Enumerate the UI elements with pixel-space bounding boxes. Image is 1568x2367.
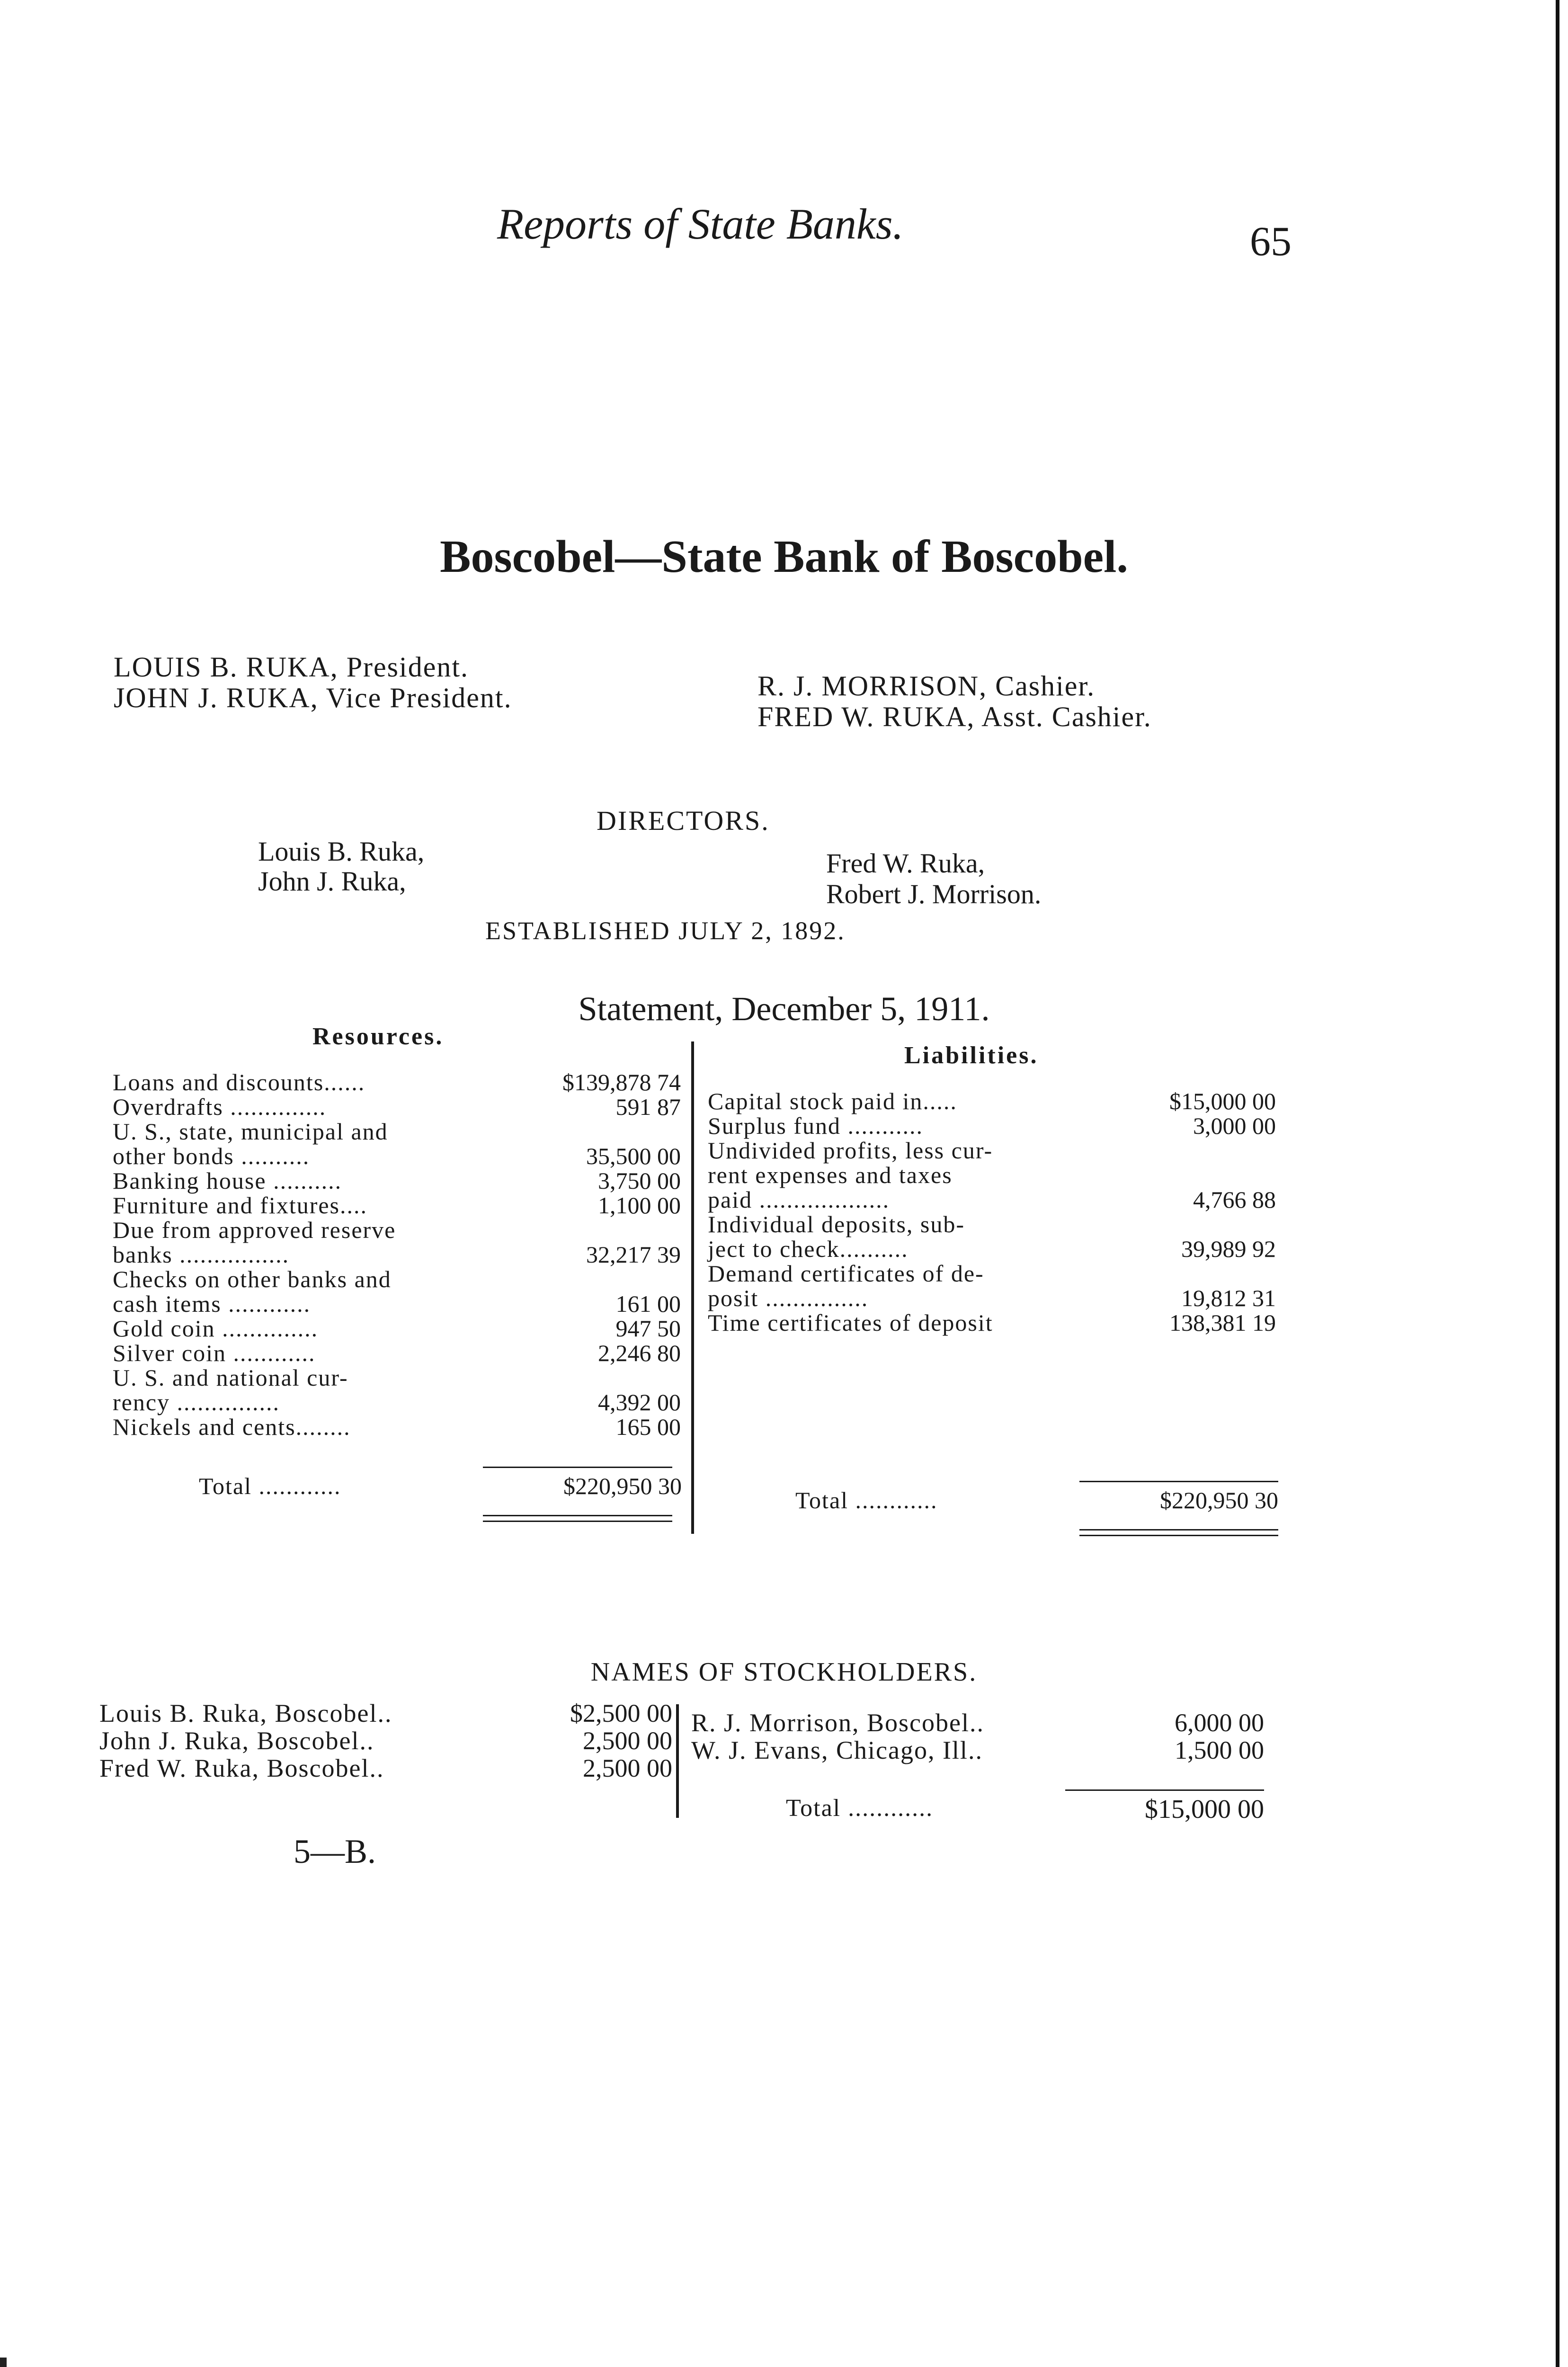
list-item: [99, 1727, 672, 1754]
table-row: [708, 1163, 1276, 1187]
liability-label: Undivided profits, less cur-: [708, 1137, 993, 1164]
scan-edge: [1556, 0, 1559, 2367]
resource-amount: 3,750 00: [598, 1167, 681, 1194]
table-row: [708, 1286, 1276, 1310]
table-row: [113, 1390, 681, 1415]
resources-table: [113, 1070, 681, 1439]
resource-amount: 947 50: [615, 1315, 681, 1342]
table-row: [113, 1291, 681, 1316]
list-item: [691, 1709, 1264, 1736]
resource-amount: 2,246 80: [598, 1340, 681, 1366]
liabilities-table: [708, 1089, 1276, 1335]
director-name: Fred W. Ruka,: [826, 848, 985, 879]
list-item: [99, 1700, 672, 1727]
resource-label: Loans and discounts......: [113, 1069, 365, 1095]
resource-label: U. S., state, municipal and: [113, 1118, 388, 1145]
column-divider: [691, 1041, 694, 1534]
stockholders-heading: NAMES OF STOCKHOLDERS.: [590, 1657, 978, 1687]
stockholder-name: Fred W. Ruka, Boscobel..: [99, 1754, 384, 1782]
statement-heading: Statement, December 5, 1911.: [578, 990, 990, 1028]
resource-label: Due from approved reserve: [113, 1217, 396, 1243]
table-row: [113, 1415, 681, 1439]
liabilities-total-rule: [1079, 1481, 1278, 1482]
table-row: [113, 1242, 681, 1267]
officer-asst-cashier: FRED W. RUKA, Asst. Cashier.: [757, 701, 1152, 732]
page-number: 65: [1250, 219, 1292, 265]
resource-amount: 591 87: [615, 1094, 681, 1120]
resource-label: banks ................: [113, 1241, 290, 1268]
scan-edge-corner: [0, 2358, 7, 2367]
director-name: Robert J. Morrison.: [826, 879, 1042, 909]
table-row: [113, 1218, 681, 1242]
stockholder-name: Louis B. Ruka, Boscobel..: [99, 1699, 392, 1727]
resource-amount: 165 00: [615, 1414, 681, 1440]
resource-label: Banking house ..........: [113, 1167, 342, 1194]
stockholder-name: John J. Ruka, Boscobel..: [99, 1726, 374, 1755]
director-name: John J. Ruka,: [258, 866, 406, 897]
resource-label: Gold coin ..............: [113, 1315, 319, 1342]
stockholders-table-right: [691, 1709, 1264, 1764]
liability-amount: 138,381 19: [1169, 1309, 1276, 1336]
liability-label: paid ...................: [708, 1186, 890, 1213]
stockholder-amount: 2,500 00: [583, 1726, 672, 1755]
liability-amount: 4,766 88: [1193, 1186, 1276, 1213]
resource-amount: $139,878 74: [562, 1069, 681, 1095]
column-divider: [676, 1704, 679, 1818]
directors-heading: DIRECTORS.: [597, 805, 770, 836]
stockholder-amount: 1,500 00: [1175, 1736, 1264, 1764]
stockholder-amount: 6,000 00: [1175, 1709, 1264, 1737]
resource-label: Checks on other banks and: [113, 1266, 392, 1292]
stockholders-total-amount: $15,000 00: [1145, 1795, 1264, 1824]
table-row: [708, 1212, 1276, 1237]
stockholder-amount: 2,500 00: [583, 1754, 672, 1782]
stockholders-total-label: Total ............: [786, 1795, 934, 1822]
stockholder-name: W. J. Evans, Chicago, Ill..: [691, 1736, 983, 1764]
resources-double-rule: [483, 1515, 672, 1516]
established-line: ESTABLISHED JULY 2, 1892.: [485, 917, 846, 945]
resources-total-label: Total ............: [199, 1473, 341, 1499]
resource-label: U. S. and national cur-: [113, 1364, 348, 1391]
resource-label: Nickels and cents........: [113, 1414, 351, 1440]
resource-amount: 32,217 39: [586, 1241, 681, 1268]
stockholders-total-rule: [1065, 1789, 1264, 1791]
list-item: [99, 1754, 672, 1782]
liability-label: posit ...............: [708, 1285, 869, 1311]
liability-amount: 3,000 00: [1193, 1112, 1276, 1139]
liability-amount: 39,989 92: [1181, 1236, 1276, 1262]
officer-vice-president: JOHN J. RUKA, Vice President.: [114, 682, 512, 713]
resources-total-rule: [483, 1467, 672, 1468]
liability-label: rent expenses and taxes: [708, 1162, 953, 1188]
resources-total-amount: $220,950 30: [563, 1473, 682, 1499]
liabilities-heading: Liabilities.: [904, 1042, 1039, 1069]
liabilities-total-amount: $220,950 30: [1160, 1487, 1278, 1513]
table-row: [708, 1261, 1276, 1286]
resource-label: Overdrafts ..............: [113, 1094, 327, 1120]
liability-amount: 19,812 31: [1181, 1285, 1276, 1311]
resources-heading: Resources.: [312, 1023, 444, 1050]
table-row: [113, 1365, 681, 1390]
resource-label: Furniture and fixtures....: [113, 1192, 368, 1219]
resource-label: other bonds ..........: [113, 1143, 310, 1169]
table-row: [113, 1193, 681, 1218]
signature-mark: 5—B.: [294, 1833, 376, 1870]
table-row: [113, 1119, 681, 1144]
liability-label: Capital stock paid in.....: [708, 1088, 957, 1114]
resource-label: rency ...............: [113, 1389, 280, 1415]
liability-label: Surplus fund ...........: [708, 1112, 923, 1139]
liability-label: Time certificates of deposit: [708, 1309, 993, 1336]
resource-amount: 4,392 00: [598, 1389, 681, 1415]
table-row: [113, 1095, 681, 1119]
table-row: [113, 1168, 681, 1193]
officer-cashier: R. J. MORRISON, Cashier.: [757, 670, 1096, 702]
running-head: Reports of State Banks.: [497, 200, 904, 248]
table-row: [708, 1237, 1276, 1261]
resource-label: Silver coin ............: [113, 1340, 316, 1366]
resources-double-rule: [483, 1521, 672, 1522]
table-row: [708, 1113, 1276, 1138]
table-row: [708, 1187, 1276, 1212]
director-name: Louis B. Ruka,: [258, 836, 425, 867]
table-row: [708, 1138, 1276, 1163]
table-row: [113, 1267, 681, 1291]
stockholder-amount: $2,500 00: [570, 1699, 672, 1727]
table-row: [113, 1070, 681, 1095]
liabilities-total-label: Total ............: [795, 1487, 938, 1513]
liability-label: ject to check..........: [708, 1236, 909, 1262]
table-row: [113, 1316, 681, 1341]
bank-title: Boscobel—State Bank of Boscobel.: [440, 531, 1128, 582]
list-item: [691, 1736, 1264, 1764]
liability-label: Individual deposits, sub-: [708, 1211, 965, 1237]
resource-amount: 161 00: [615, 1290, 681, 1317]
resource-amount: 35,500 00: [586, 1143, 681, 1169]
liabilities-double-rule: [1079, 1529, 1278, 1531]
stockholder-name: R. J. Morrison, Boscobel..: [691, 1709, 984, 1737]
table-row: [708, 1089, 1276, 1113]
table-row: [113, 1341, 681, 1365]
table-row: [708, 1310, 1276, 1335]
officer-president: LOUIS B. RUKA, President.: [114, 651, 469, 683]
resource-label: cash items ............: [113, 1290, 311, 1317]
resource-amount: 1,100 00: [598, 1192, 681, 1219]
table-row: [113, 1144, 681, 1168]
stockholders-table-left: [99, 1700, 672, 1782]
liability-amount: $15,000 00: [1169, 1088, 1276, 1114]
liability-label: Demand certificates of de-: [708, 1260, 984, 1287]
liabilities-double-rule: [1079, 1535, 1278, 1536]
